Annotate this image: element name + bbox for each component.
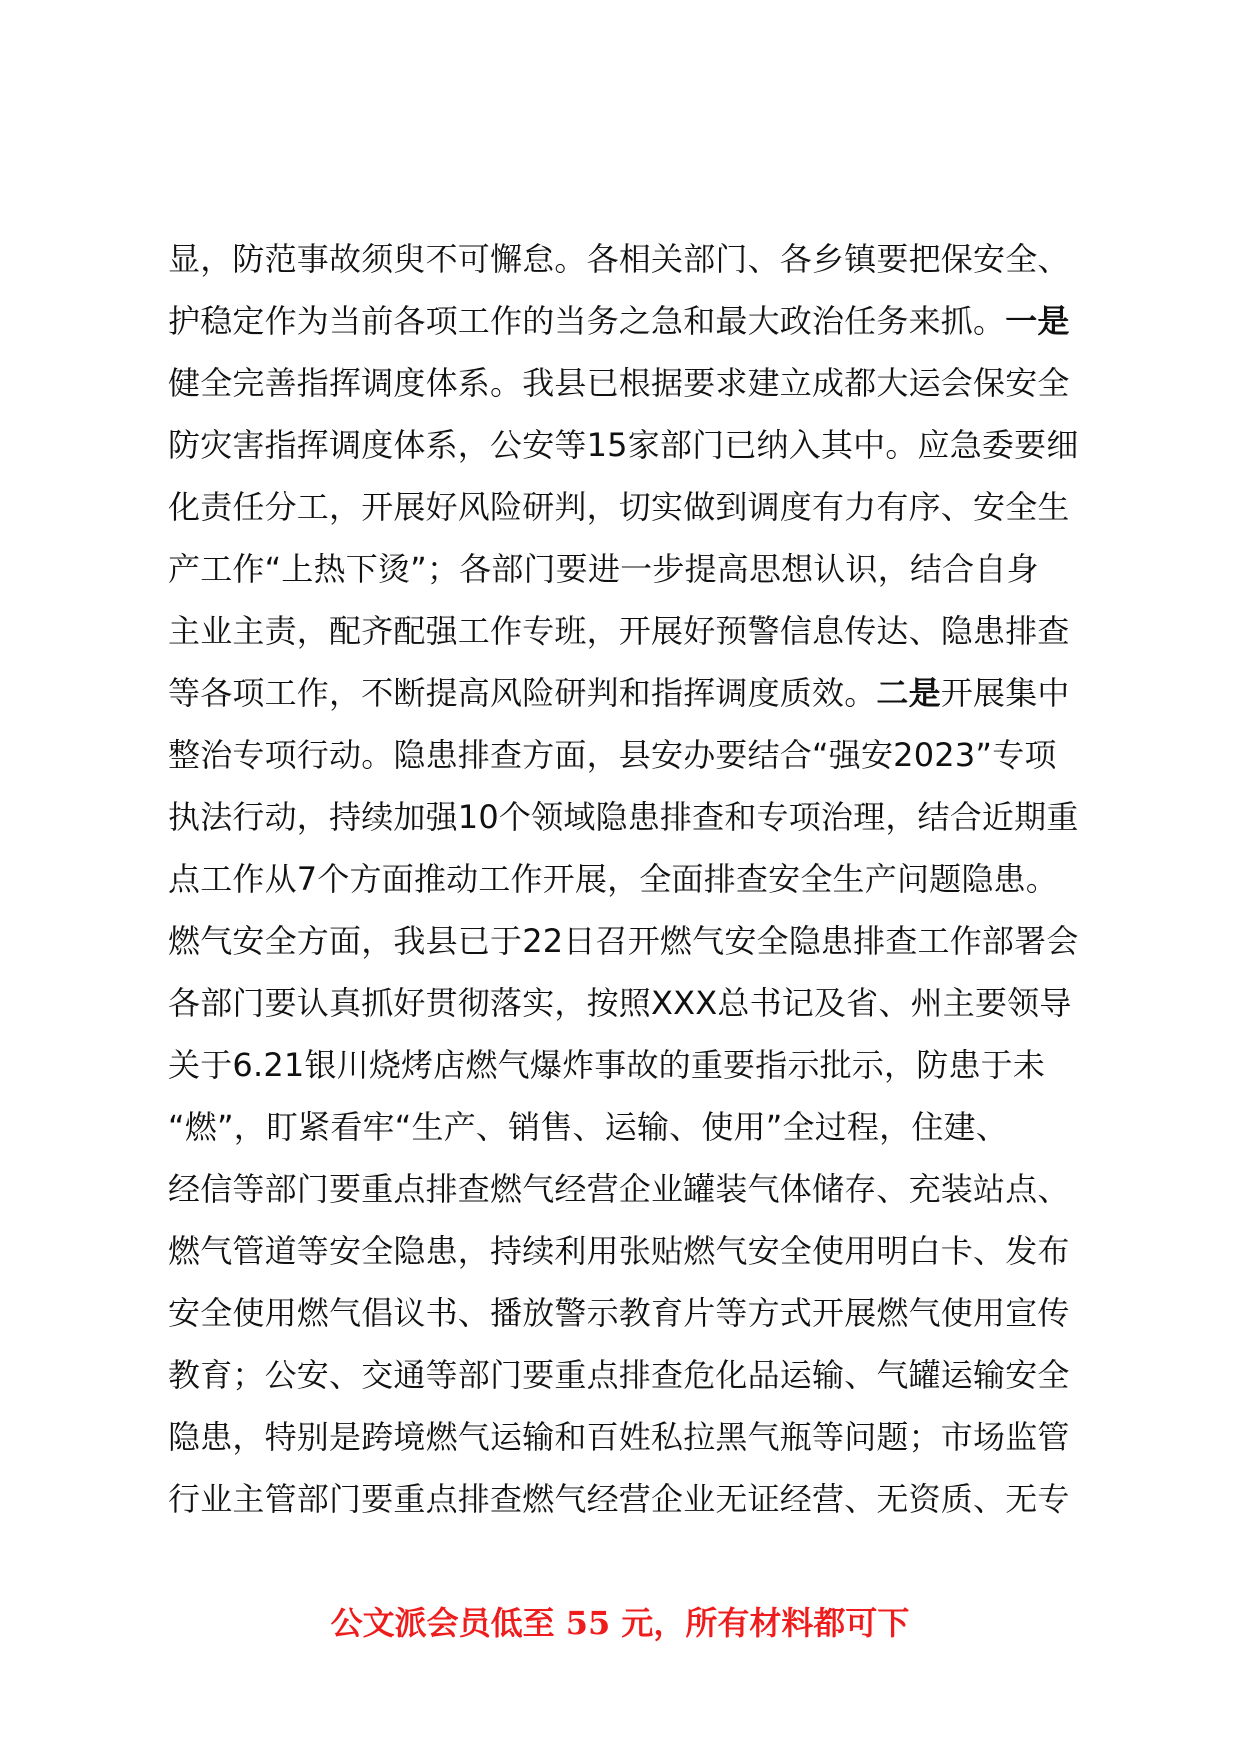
bold-marker: 二是: [876, 674, 941, 712]
text-segment: 执法行动，持续加强10个领域隐患排查和专项治理，结合近期重: [168, 798, 1079, 836]
text-segment: 点工作从7个方面推动工作开展，全面排查安全生产问题隐患。: [168, 860, 1058, 898]
text-segment: 关于6.21银川烧烤店燃气爆炸事故的重要指示批示，防患于未: [168, 1046, 1046, 1084]
body-text: [168, 228, 1108, 1530]
text-segment: 教育；公安、交通等部门要重点排查危化品运输、气罐运输安全: [168, 1356, 1070, 1394]
text-line: [168, 476, 1108, 538]
text-segment: 显，防范事故须臾不可懈怠。各相关部门、各乡镇要把保安全、: [168, 240, 1070, 278]
text-line: [168, 848, 1108, 910]
promo-footer[interactable]: 公文派会员低至 55 元，所有材料都可下: [330, 1604, 910, 1642]
text-segment: 护稳定作为当前各项工作的当务之急和最大政治任务来抓。: [168, 302, 1006, 340]
text-segment: 各部门要认真抓好贯彻落实，按照XXX总书记及省、州主要领导: [168, 984, 1072, 1022]
text-segment: 行业主管部门要重点排查燃气经营企业无证经营、无资质、无专: [168, 1480, 1070, 1518]
text-segment: 化责任分工，开展好风险研判，切实做到调度有力有序、安全生: [168, 488, 1070, 526]
text-line: [168, 414, 1108, 476]
text-segment: 主业主责，配齐配强工作专班，开展好预警信息传达、隐患排查: [168, 612, 1070, 650]
text-segment: 产工作“上热下烫”；各部门要进一步提高思想认识，结合自身: [168, 550, 1039, 588]
text-line: [168, 972, 1108, 1034]
text-line: [168, 538, 1108, 600]
text-line: [168, 1344, 1108, 1406]
text-segment: 燃气管道等安全隐患，持续利用张贴燃气安全使用明白卡、发布: [168, 1232, 1070, 1270]
text-line: [168, 600, 1108, 662]
text-line: [168, 662, 1108, 724]
text-segment: 等各项工作，不断提高风险研判和指挥调度质效。: [168, 674, 877, 712]
text-line: [168, 786, 1108, 848]
text-line: [168, 228, 1108, 290]
text-line: [168, 910, 1108, 972]
text-segment: 防灾害指挥调度体系，公安等15家部门已纳入其中。应急委要细: [168, 426, 1079, 464]
text-line: [168, 1282, 1108, 1344]
text-line: [168, 290, 1108, 352]
text-line: [168, 1220, 1108, 1282]
bold-marker: 一是: [1005, 302, 1070, 340]
text-segment: 开展集中: [940, 674, 1070, 712]
text-segment: 安全使用燃气倡议书、播放警示教育片等方式开展燃气使用宣传: [168, 1294, 1070, 1332]
text-segment: 隐患，特别是跨境燃气运输和百姓私拉黑气瓶等问题；市场监管: [168, 1418, 1070, 1456]
text-segment: 燃气安全方面，我县已于22日召开燃气安全隐患排查工作部署会: [168, 922, 1079, 960]
text-line: [168, 1158, 1108, 1220]
text-line: [168, 1468, 1108, 1530]
text-segment: 健全完善指挥调度体系。我县已根据要求建立成都大运会保安全: [168, 364, 1070, 402]
text-segment: 整治专项行动。隐患排查方面，县安办要结合“强安2023”专项: [168, 736, 1057, 774]
text-line: [168, 1034, 1108, 1096]
text-segment: 经信等部门要重点排查燃气经营企业罐装气体储存、充装站点、: [168, 1170, 1070, 1208]
text-segment: “燃”，盯紧看牢“生产、销售、运输、使用”全过程，住建、: [168, 1108, 1008, 1146]
text-line: [168, 1096, 1108, 1158]
text-line: [168, 1406, 1108, 1468]
text-line: [168, 724, 1108, 786]
text-line: [168, 352, 1108, 414]
